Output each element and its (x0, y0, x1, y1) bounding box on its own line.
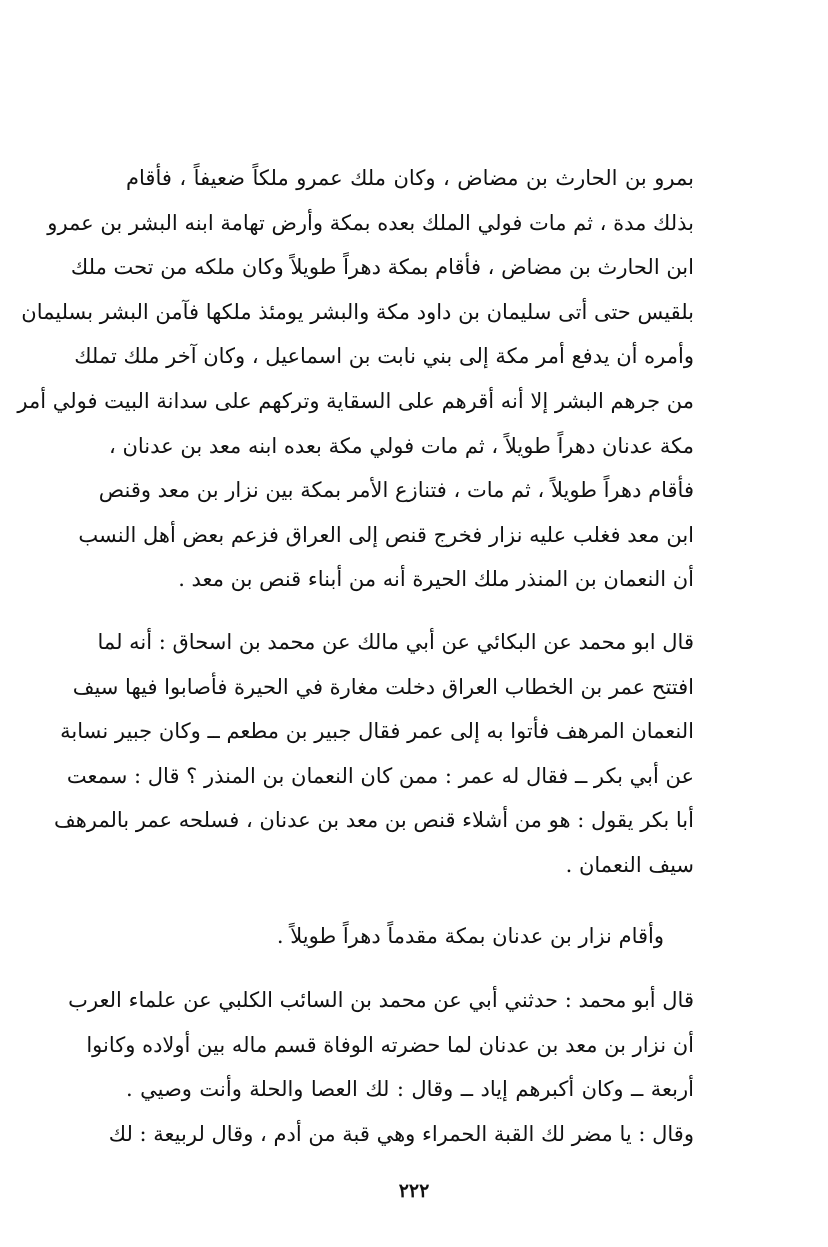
paragraph-2 (53, 620, 694, 888)
paragraph-3 (126, 914, 694, 959)
text-line: افتتح عمر بن الخطاب العراق دخلت مغارة في الحيرة فأصابوا فيها سيف (72, 674, 694, 699)
text-line: أن نزار بن معد بن عدنان لما حضرته الوفاة قسم ماله بين أولاده وكانوا (86, 1032, 694, 1057)
text-line: بمرو بن الحارث بن مضاض ، وكان ملك عمرو ملكاً ضعيفاً ، فأقام (126, 166, 694, 190)
text-line: النعمان المرهف فأتوا به إلى عمر فقال جبير بن مطعم ــ وكان جبير نسابة (60, 719, 694, 744)
text-line: وأقام نزار بن عدنان بمكة مقدماً دهراً طويلاً . (276, 924, 664, 948)
text-line: مكة عدنان دهراً طويلاً ، ثم مات فولي مكة بعده ابنه معد بن عدنان ، (109, 433, 694, 458)
text-line: عن أبي بكر ــ فقال له عمر : ممن كان النعمان بن المنذر ؟ قال : سمعت (66, 763, 694, 788)
text-line: بذلك مدة ، ثم مات فولي الملك بعده بمكة وأرض تهامة ابنه البشر بن عمرو (47, 210, 694, 235)
text-line: بلقيس حتى أتى سليمان بن داود مكة والبشر يومئذ ملكها فآمن البشر بسليمان (21, 299, 694, 324)
paragraph-1 (17, 156, 694, 602)
paragraph-4 (68, 978, 694, 1156)
text-line: من جرهم البشر إلا أنه أقرهم على السقاية وتركهم على سدانة البيت فولي أمر (17, 388, 694, 413)
page-number: ٢٢٢ (398, 1180, 430, 1202)
text-line: ابن الحارث بن مضاض ، فأقام بمكة دهراً طويلاً وكان ملكه من تحت ملك (70, 255, 694, 280)
text-line: أن النعمان بن المنذر ملك الحيرة أنه من أبناء قنص بن معد . (178, 567, 694, 592)
text-line: قال أبو محمد : حدثني أبي عن محمد بن السائب الكلبي عن علماء العرب (68, 988, 694, 1012)
text-line: ابن معد فغلب عليه نزار فخرج قنص إلى العراق فزعم بعض أهل النسب (78, 522, 694, 547)
text-line: أربعة ــ وكان أكبرهم إياد ــ وقال : لك العصا والحلة وأنت وصيي . (126, 1077, 694, 1102)
text-line: وقال : يا مضر لك القبة الحمراء وهي قبة من أدم ، وقال لربيعة : لك (108, 1121, 694, 1146)
text-line: وأمره أن يدفع أمر مكة إلى بني نابت بن اسماعيل ، وكان آخر ملك تملك (74, 344, 694, 369)
text-line: قال ابو محمد عن البكائي عن أبي مالك عن محمد بن اسحاق : أنه لما (97, 630, 694, 654)
text-line: فأقام دهراً طويلاً ، ثم مات ، فتنازع الأمر بمكة بين نزار بن معد وقنص (98, 478, 694, 503)
text-line: سيف النعمان . (565, 852, 694, 877)
text-line: أبا بكر يقول : هو من أشلاء قنص بن معد بن عدنان ، فسلحه عمر بالمرهف (53, 808, 694, 833)
